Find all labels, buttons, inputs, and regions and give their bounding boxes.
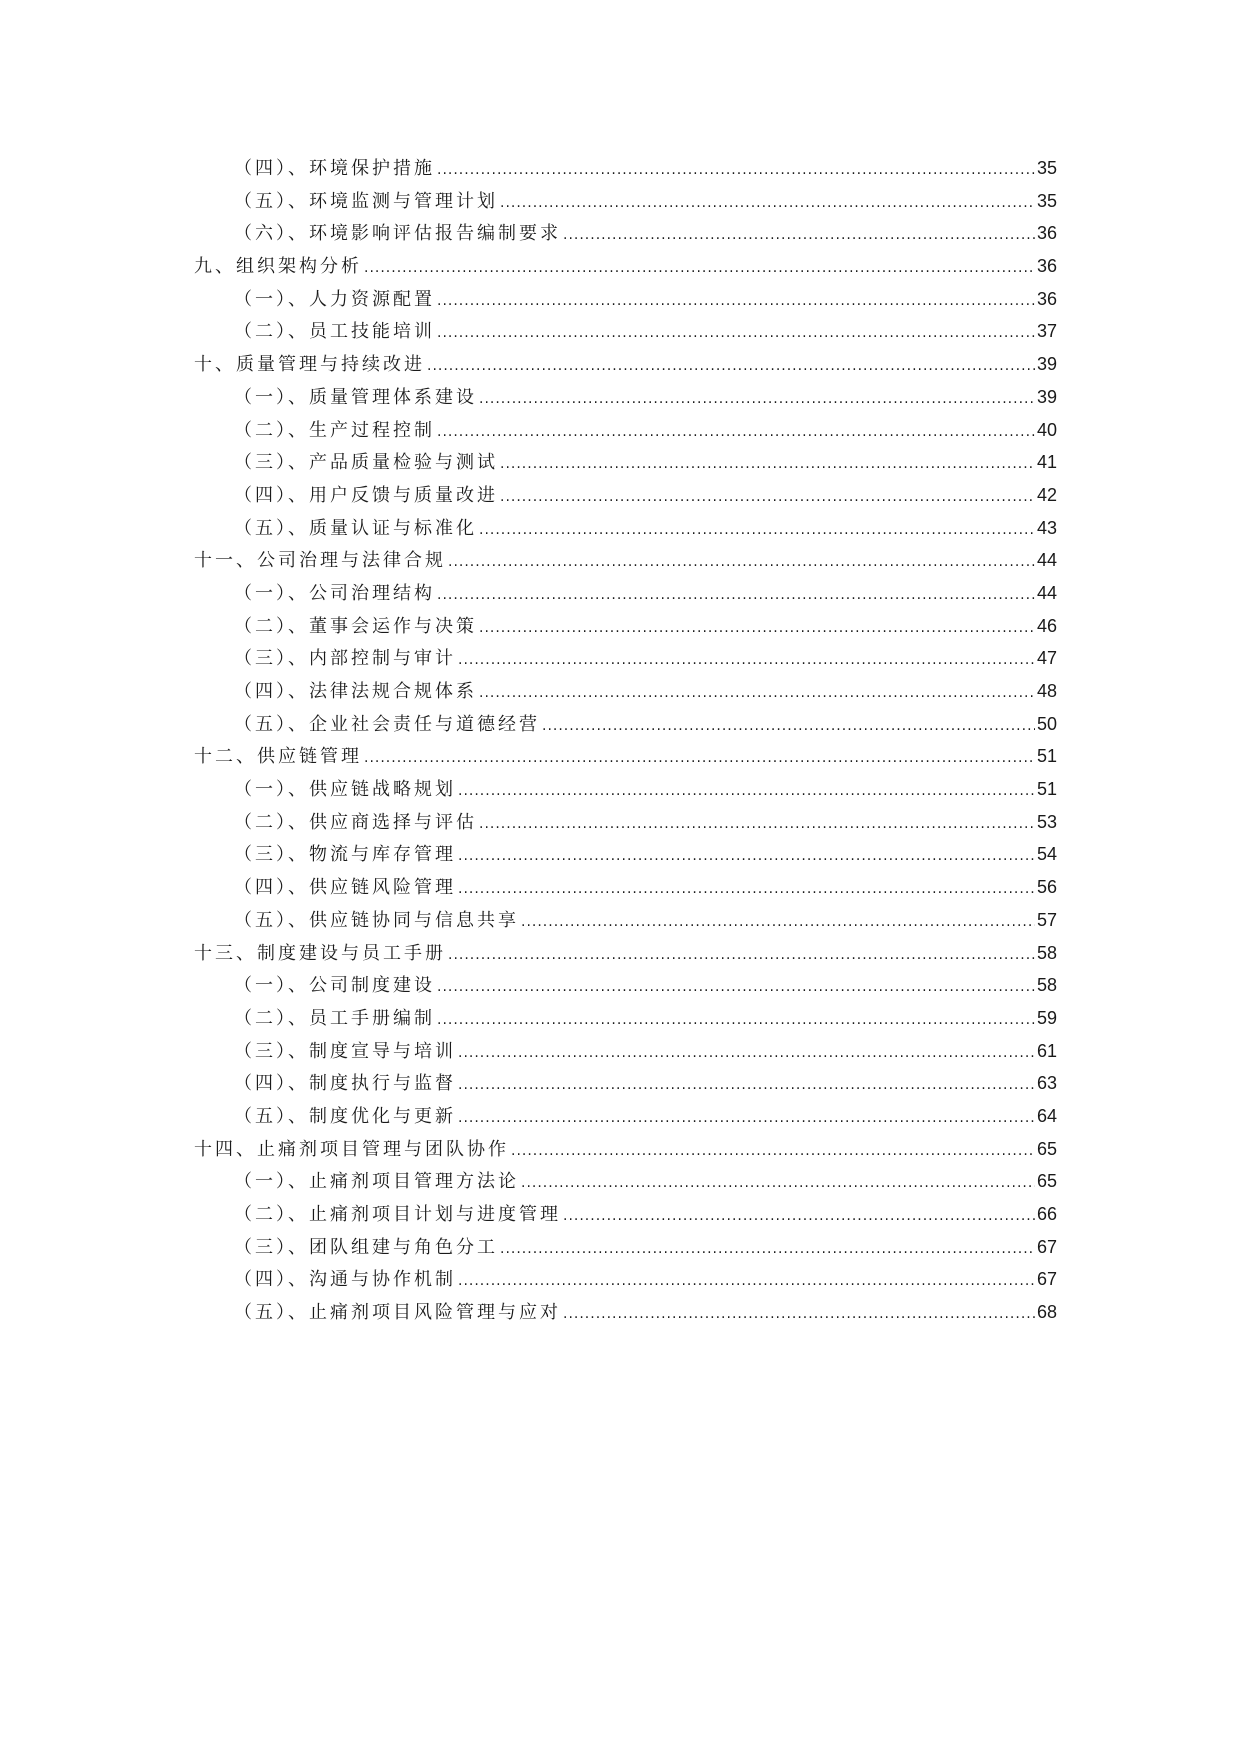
toc-section-entry[interactable]: [194, 806, 1057, 839]
toc-entry-title: （二）、董事会运作与决策: [234, 615, 477, 637]
toc-entry-title: （二）、供应商选择与评估: [234, 811, 477, 833]
toc-section-entry[interactable]: [194, 1035, 1057, 1068]
toc-entry-title: （四）、环境保护措施: [234, 158, 435, 179]
toc-entry-title: （六）、环境影响评估报告编制要求: [234, 223, 561, 245]
toc-page-number: 47: [1036, 648, 1057, 669]
toc-section-entry[interactable]: [194, 773, 1057, 806]
toc-chapter-entry[interactable]: [194, 544, 1057, 577]
toc-dot-leader: [364, 742, 1035, 775]
toc-dot-leader: [511, 1135, 1035, 1168]
toc-section-entry[interactable]: [194, 185, 1057, 218]
toc-page-number: 58: [1036, 975, 1057, 996]
toc-dot-leader: [458, 775, 1035, 808]
toc-page-number: 64: [1036, 1105, 1057, 1126]
toc-dot-leader: [563, 1200, 1035, 1233]
toc-section-entry[interactable]: [194, 675, 1057, 708]
toc-page-number: 48: [1036, 681, 1057, 701]
toc-dot-leader: [458, 840, 1035, 873]
toc-entry-title: 十三、制度建设与员工手册: [194, 942, 446, 964]
toc-page-number: 44: [1036, 582, 1057, 603]
toc-dot-leader: [479, 383, 1035, 416]
toc-page-number: 51: [1036, 746, 1057, 767]
toc-page-number: 40: [1036, 419, 1057, 440]
toc-section-entry[interactable]: [194, 479, 1057, 512]
toc-dot-leader: [479, 514, 1035, 547]
toc-section-entry[interactable]: [194, 446, 1057, 479]
toc-entry-title: （五）、供应链协同与信息共享: [234, 909, 519, 931]
toc-dot-leader: [563, 219, 1035, 252]
toc-dot-leader: [458, 644, 1035, 677]
toc-dot-leader: [500, 448, 1035, 481]
toc-section-entry[interactable]: [194, 904, 1057, 937]
toc-section-entry[interactable]: [194, 1100, 1057, 1133]
toc-dot-leader: [437, 579, 1035, 612]
toc-section-entry[interactable]: [194, 969, 1057, 1002]
toc-page-number: 67: [1036, 1236, 1057, 1257]
toc-page-number: 41: [1036, 452, 1057, 473]
toc-entry-title: （四）、制度执行与监督: [234, 1073, 456, 1095]
toc-section-entry[interactable]: [194, 283, 1057, 316]
toc-dot-leader: [500, 1233, 1035, 1266]
toc-dot-leader: [500, 481, 1035, 514]
toc-page-number: 54: [1036, 844, 1057, 865]
toc-page-number: 56: [1036, 877, 1057, 898]
toc-page-number: 68: [1036, 1302, 1057, 1323]
toc-section-entry[interactable]: [194, 838, 1057, 871]
toc-dot-leader: [563, 1298, 1035, 1331]
toc-chapter-entry[interactable]: [194, 937, 1057, 970]
toc-entry-title: （五）、环境监测与管理计划: [234, 190, 498, 212]
toc-entry-title: （一）、公司治理结构: [234, 582, 435, 604]
toc-entry-title: （一）、人力资源配置: [234, 288, 435, 310]
toc-entry-title: （三）、物流与库存管理: [234, 844, 456, 866]
toc-entry-title: 十一、公司治理与法律合规: [194, 550, 446, 572]
toc-page-number: 44: [1036, 550, 1057, 571]
toc-dot-leader: [427, 350, 1035, 383]
toc-dot-leader: [479, 612, 1035, 645]
toc-section-entry[interactable]: [194, 1296, 1057, 1329]
toc-chapter-entry[interactable]: [194, 348, 1057, 381]
toc-chapter-entry[interactable]: [194, 250, 1057, 283]
toc-dot-leader: [437, 285, 1035, 318]
toc-section-entry[interactable]: [194, 217, 1057, 250]
toc-section-entry[interactable]: [194, 577, 1057, 610]
toc-page-number: 36: [1036, 256, 1057, 277]
toc-dot-leader: [542, 710, 1035, 743]
toc-entry-title: 十四、止痛剂项目管理与团队协作: [194, 1138, 509, 1160]
toc-dot-leader: [521, 906, 1035, 939]
toc-entry-title: （三）、制度宣导与培训: [234, 1040, 456, 1062]
toc-page-number: 37: [1036, 321, 1057, 342]
toc-page-number: 46: [1036, 615, 1057, 636]
toc-section-entry[interactable]: [194, 1231, 1057, 1264]
toc-dot-leader: [437, 317, 1035, 350]
toc-dot-leader: [437, 416, 1035, 449]
toc-entry-title: （五）、企业社会责任与道德经营: [234, 713, 540, 735]
toc-page-number: 66: [1036, 1204, 1057, 1224]
toc-page-number: 39: [1036, 386, 1057, 407]
toc-section-entry[interactable]: [194, 512, 1057, 545]
toc-dot-leader: [448, 546, 1035, 579]
toc-dot-leader: [448, 939, 1035, 972]
toc-page-number: 35: [1036, 158, 1057, 178]
toc-dot-leader: [437, 1004, 1035, 1037]
toc-page-number: 43: [1036, 517, 1057, 538]
toc-entry-title: （二）、止痛剂项目计划与进度管理: [234, 1204, 561, 1225]
toc-section-entry[interactable]: [194, 871, 1057, 904]
toc-page-number: 63: [1036, 1073, 1057, 1094]
toc-entry-title: 十、质量管理与持续改进: [194, 354, 425, 376]
toc-page-number: 39: [1036, 354, 1057, 375]
toc-dot-leader: [458, 1037, 1035, 1070]
toc-entry-title: （二）、生产过程控制: [234, 419, 435, 441]
toc-dot-leader: [479, 677, 1035, 710]
toc-dot-leader: [437, 154, 1035, 187]
toc-dot-leader: [458, 1265, 1035, 1298]
table-of-contents: [194, 152, 1057, 1329]
toc-entry-title: （二）、员工技能培训: [234, 321, 435, 343]
toc-page-number: 36: [1036, 288, 1057, 309]
toc-dot-leader: [479, 808, 1035, 841]
toc-chapter-entry[interactable]: [194, 740, 1057, 773]
toc-entry-title: （三）、内部控制与审计: [234, 648, 456, 670]
toc-dot-leader: [458, 1102, 1035, 1135]
toc-entry-title: （二）、员工手册编制: [234, 1007, 435, 1029]
toc-section-entry[interactable]: [194, 1067, 1057, 1100]
toc-entry-title: 九、组织架构分析: [194, 256, 362, 278]
toc-section-entry[interactable]: [194, 610, 1057, 643]
toc-section-entry[interactable]: [194, 315, 1057, 348]
toc-section-entry[interactable]: [194, 381, 1057, 414]
toc-section-entry[interactable]: [194, 1002, 1057, 1035]
toc-dot-leader: [500, 187, 1035, 220]
toc-section-entry[interactable]: [194, 414, 1057, 447]
toc-entry-title: （三）、产品质量检验与测试: [234, 452, 498, 474]
toc-page-number: 36: [1036, 223, 1057, 244]
toc-page-number: 51: [1036, 779, 1057, 800]
toc-entry-title: （三）、团队组建与角色分工: [234, 1236, 498, 1258]
toc-page-number: 59: [1036, 1007, 1057, 1028]
toc-entry-title: （四）、法律法规合规体系: [234, 681, 477, 702]
toc-section-entry[interactable]: [194, 1198, 1057, 1231]
toc-entry-title: （五）、质量认证与标准化: [234, 517, 477, 539]
toc-page-number: 50: [1036, 713, 1057, 734]
toc-page-number: 67: [1036, 1269, 1057, 1290]
toc-entry-title: （四）、供应链风险管理: [234, 877, 456, 899]
toc-dot-leader: [458, 1069, 1035, 1102]
toc-section-entry[interactable]: [194, 1165, 1057, 1198]
toc-entry-title: 十二、供应链管理: [194, 746, 362, 768]
toc-page-number: 53: [1036, 811, 1057, 832]
toc-entry-title: （四）、沟通与协作机制: [234, 1269, 456, 1291]
toc-dot-leader: [364, 252, 1035, 285]
toc-page-number: 61: [1036, 1040, 1057, 1061]
toc-section-entry[interactable]: [194, 1263, 1057, 1296]
toc-dot-leader: [521, 1167, 1035, 1200]
toc-section-entry[interactable]: [194, 152, 1057, 185]
toc-page-number: 42: [1036, 484, 1057, 505]
toc-page-number: 58: [1036, 942, 1057, 963]
toc-entry-title: （四）、用户反馈与质量改进: [234, 484, 498, 506]
toc-page-number: 35: [1036, 190, 1057, 211]
toc-entry-title: （五）、止痛剂项目风险管理与应对: [234, 1302, 561, 1324]
toc-page-number: 65: [1036, 1138, 1057, 1159]
toc-entry-title: （五）、制度优化与更新: [234, 1105, 456, 1127]
toc-dot-leader: [458, 873, 1035, 906]
toc-dot-leader: [437, 971, 1035, 1004]
toc-entry-title: （一）、止痛剂项目管理方法论: [234, 1171, 519, 1193]
toc-chapter-entry[interactable]: [194, 1133, 1057, 1166]
toc-section-entry[interactable]: [194, 642, 1057, 675]
toc-section-entry[interactable]: [194, 708, 1057, 741]
toc-page-number: 65: [1036, 1171, 1057, 1192]
toc-entry-title: （一）、质量管理体系建设: [234, 386, 477, 408]
toc-entry-title: （一）、公司制度建设: [234, 975, 435, 997]
toc-entry-title: （一）、供应链战略规划: [234, 779, 456, 801]
toc-page-number: 57: [1036, 909, 1057, 930]
